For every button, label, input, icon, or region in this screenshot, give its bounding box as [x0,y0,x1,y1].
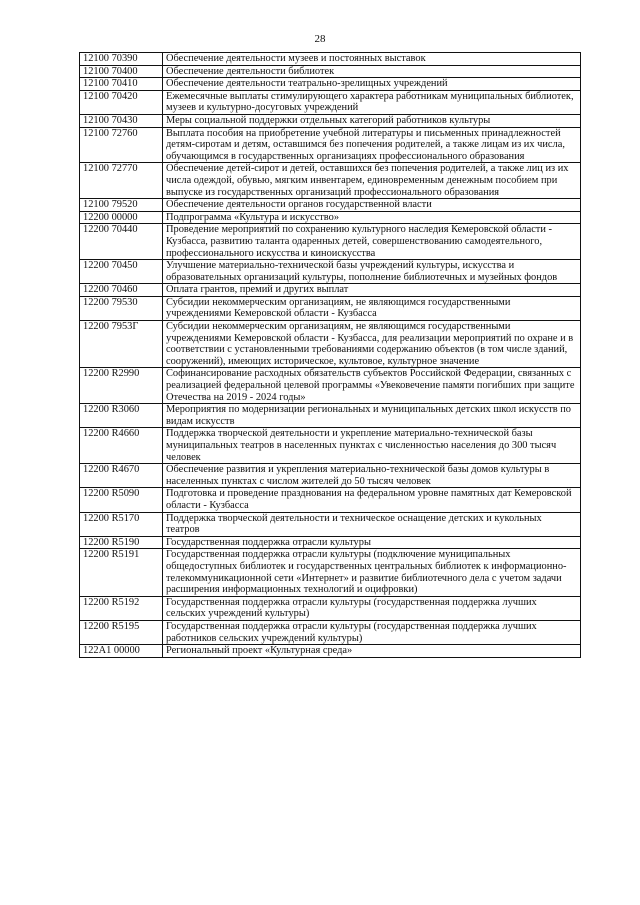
row-description: Обеспечение деятельности органов государственной власти [163,199,581,212]
row-code: 12200 00000 [80,211,163,224]
table-row [80,620,581,644]
row-code: 12200 R5192 [80,596,163,620]
row-code: 12100 70390 [80,53,163,66]
table-row [80,65,581,78]
table-row [80,536,581,549]
table-row [80,163,581,199]
row-code: 12200 R5090 [80,488,163,512]
row-code: 12200 70450 [80,260,163,284]
table-row [80,404,581,428]
row-code: 12200 70460 [80,284,163,297]
row-code: 12200 R5190 [80,536,163,549]
table-row [80,296,581,320]
row-description: Региональный проект «Культурная среда» [163,645,581,658]
row-code: 12200 79530 [80,296,163,320]
table-row [80,512,581,536]
row-code: 12100 70430 [80,114,163,127]
row-description: Выплата пособия на приобретение учебной литературы и письменных принадлежностей детям-сиротам и детям, оставшимся без попечения родителей, а также лицам из их числа, обучающимся в государственных организациях профессионального образования [163,127,581,163]
table-row [80,90,581,114]
row-code: 12200 R5191 [80,549,163,596]
table-row [80,260,581,284]
table-row [80,78,581,91]
row-description: Государственная поддержка отрасли культуры (подключение муниципальных общедоступных библиотек и государственных центральных библиотек к информационно-телекоммуникационной сети «Интернет» и развитие библиотечного дела с учетом задачи расширения информационных технологий и оцифровки) [163,549,581,596]
row-description: Государственная поддержка отрасли культуры [163,536,581,549]
row-code: 12100 70410 [80,78,163,91]
table-row [80,464,581,488]
row-description: Обеспечение деятельности музеев и постоянных выставок [163,53,581,66]
row-description: Государственная поддержка отрасли культуры (государственная поддержка лучших работников сельских учреждений культуры) [163,620,581,644]
row-code: 12200 R5170 [80,512,163,536]
table-row [80,127,581,163]
row-description: Обеспечение детей-сирот и детей, оставшихся без попечения родителей, а также лиц из их числа одеждой, обувью, мягким инвентарем, единовременным денежным пособием при выпуске из государственных организаций профессионального образования [163,163,581,199]
row-description: Обеспечение развития и укрепления материально-технической базы домов культуры в населенных пунктах с числом жителей до 50 тысяч человек [163,464,581,488]
table-row [80,53,581,66]
page-number: 28 [314,33,326,45]
table-row [80,488,581,512]
row-description: Меры социальной поддержки отдельных категорий работников культуры [163,114,581,127]
row-description: Проведение мероприятий по сохранению культурного наследия Кемеровской области - Кузбасса, развитию таланта одаренных детей, совершенствованию самодеятельного, профессионального искусства и киноискусства [163,224,581,260]
row-code: 12100 72770 [80,163,163,199]
row-code: 122A1 00000 [80,645,163,658]
table-row [80,368,581,404]
row-code: 12200 70440 [80,224,163,260]
table-row [80,321,581,368]
table-row [80,114,581,127]
row-description: Обеспечение деятельности театрально-зрелищных учреждений [163,78,581,91]
table-row [80,224,581,260]
table-row [80,645,581,658]
row-description: Подготовка и проведение празднования на федеральном уровне памятных дат Кемеровской области - Кузбасса [163,488,581,512]
budget-code-table [79,52,581,658]
row-code: 12200 R3060 [80,404,163,428]
row-description: Обеспечение деятельности библиотек [163,65,581,78]
table-row [80,284,581,297]
table-row [80,428,581,464]
table-body [80,53,581,658]
row-code: 12100 70400 [80,65,163,78]
row-description: Субсидии некоммерческим организациям, не являющимся государственными учреждениями Кемеровской области - Кузбасса [163,296,581,320]
table-row [80,211,581,224]
row-description: Софинансирование расходных обязательств субъектов Российской Федерации, связанных с реализацией федеральной целевой программы «Увековечение памяти погибших при защите Отечества на 2019 - 2024 годы» [163,368,581,404]
row-description: Ежемесячные выплаты стимулирующего характера работникам муниципальных библиотек, музеев и культурно-досуговых учреждений [163,90,581,114]
row-description: Оплата грантов, премий и других выплат [163,284,581,297]
row-code: 12200 R4660 [80,428,163,464]
row-description: Поддержка творческой деятельности и укрепление материально-технической базы муниципальных театров в населенных пунктах с численностью населения до 300 тысяч человек [163,428,581,464]
table-row [80,199,581,212]
row-code: 12200 R5195 [80,620,163,644]
row-description: Поддержка творческой деятельности и техническое оснащение детских и кукольных театров [163,512,581,536]
row-code: 12100 72760 [80,127,163,163]
row-code: 12200 7953Г [80,321,163,368]
row-description: Улучшение материально-технической базы учреждений культуры, искусства и образовательных организаций культуры, пополнение библиотечных и музейных фондов [163,260,581,284]
row-description: Субсидии некоммерческим организациям, не являющимся государственными учреждениями Кемеровской области - Кузбасса, для реализации мероприятий по охране и в соответствии с установленными требованиями содержанию объектов (в том числе зданий, сооружений), имеющих историческое, культовое, культурное значение [163,321,581,368]
row-code: 12200 R2990 [80,368,163,404]
row-description: Государственная поддержка отрасли культуры (государственная поддержка лучших сельских учреждений культуры) [163,596,581,620]
row-code: 12100 70420 [80,90,163,114]
row-description: Мероприятия по модернизации региональных и муниципальных детских школ искусств по видам искусств [163,404,581,428]
row-code: 12100 79520 [80,199,163,212]
row-code: 12200 R4670 [80,464,163,488]
table-row [80,549,581,596]
row-description: Подпрограмма «Культура и искусство» [163,211,581,224]
table-row [80,596,581,620]
